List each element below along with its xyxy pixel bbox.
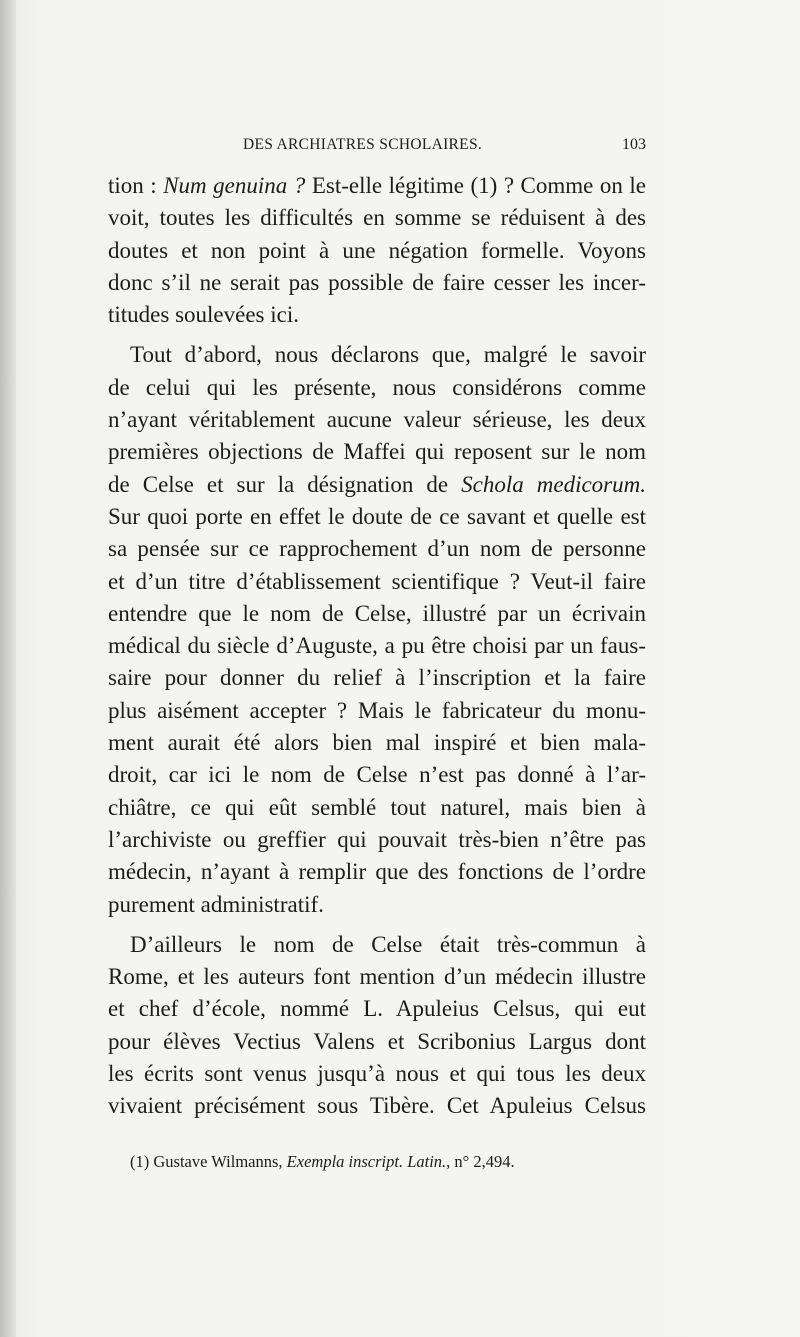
text-line: n’ayant véritablement aucune valeur sérieuse, les deux — [108, 407, 646, 433]
text-line: vivaient précisément sous Tibère. Cet Apuleius Celsus — [108, 1093, 646, 1119]
page-number: 103 — [622, 136, 646, 153]
text-line: médical du siècle d’Auguste, a pu être choisi par un faus- — [108, 633, 646, 659]
text-line: l’archiviste ou greffier qui pouvait très-bien n’être pas — [108, 826, 646, 852]
text-line: titudes soulevées ici. — [108, 302, 299, 328]
text-line: droit, car ici le nom de Celse n’est pas donné à l’ar- — [108, 762, 646, 788]
text-line: médecin, n’ayant à remplir que des fonctions de l’ordre — [108, 859, 646, 885]
text-line: et chef d’école, nommé L. Apuleius Celsus, qui eut — [108, 996, 646, 1022]
body-text — [108, 170, 646, 1123]
text-line: entendre que le nom de Celse, illustré par un écrivain — [108, 600, 646, 626]
text-line: tion : Num genuina ? Est-elle légitime (1) ? Comme on le — [108, 173, 647, 198]
text-line: purement administratif. — [108, 891, 324, 917]
text-line: et d’un titre d’établissement scientifique ? Veut-il faire — [108, 568, 646, 594]
text-line: Rome, et les auteurs font mention d’un médecin illustre — [108, 964, 646, 990]
text-line: sa pensée sur ce rapprochement d’un nom de personne — [108, 536, 646, 562]
text-line: saire pour donner du relief à l’inscription et la faire — [108, 665, 646, 691]
footnote: (1) Gustave Wilmanns, Exempla inscript. Latin., n° 2,494. — [130, 1152, 515, 1171]
text-line: plus aisément accepter ? Mais le fabricateur du monu- — [108, 697, 646, 723]
text-line: donc s’il ne serait pas possible de faire cesser les incer- — [108, 269, 646, 295]
running-title: DES ARCHIATRES SCHOLAIRES. — [243, 136, 483, 153]
text-line: doutes et non point à une négation formelle. Voyons — [108, 237, 646, 263]
text-line: Tout d’abord, nous déclarons que, malgré le savoir — [130, 342, 646, 368]
text-line: Sur quoi porte en effet le doute de ce savant et quelle est — [108, 503, 646, 529]
text-line: chiâtre, ce qui eût semblé tout naturel, mais bien à — [108, 794, 646, 820]
text-line: de Celse et sur la désignation de Schola medicorum. — [108, 471, 646, 497]
text-line: ment aurait été alors bien mal inspiré et bien mala- — [108, 730, 646, 756]
text-line: les écrits sont venus jusqu’à nous et qui tous les deux — [108, 1061, 646, 1087]
text-line: D’ailleurs le nom de Celse était très-commun à — [130, 931, 646, 957]
text-line: voit, toutes les difficultés en somme se réduisent à des — [108, 205, 646, 231]
running-head — [108, 132, 646, 158]
text-line: pour élèves Vectius Valens et Scribonius Largus dont — [108, 1028, 646, 1054]
text-line: premières objections de Maffei qui reposent sur le nom — [108, 439, 646, 465]
page-binding-edge — [0, 0, 16, 1337]
text-line: de celui qui les présente, nous considérons comme — [108, 374, 646, 400]
